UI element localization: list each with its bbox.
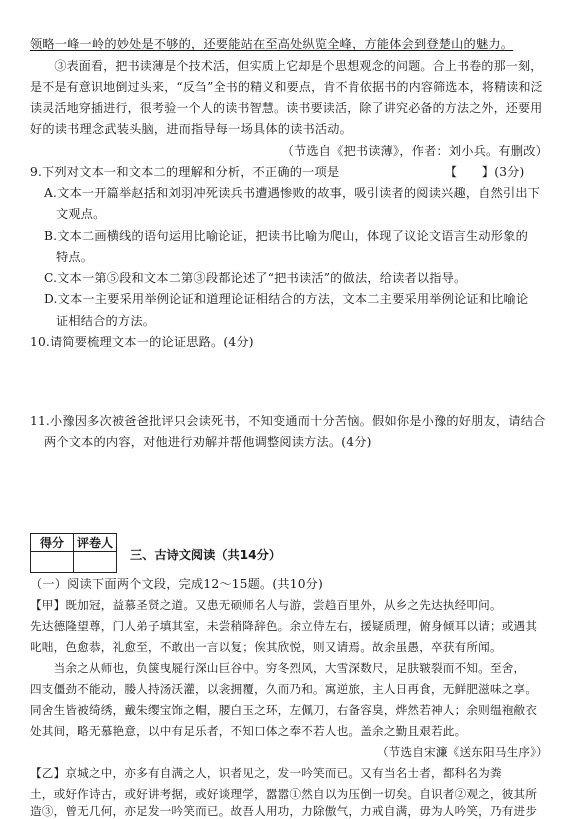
passage-jia-line: 同舍生皆被绮绣，戴朱缨宝饰之帽，腰白玉之环，左佩刀，右备容臭，烨然若神人；余则缊袍敝衣 (30, 703, 538, 717)
passage-jia-line: 先达德隆望尊，门人弟子填其室，未尝稍降辞色。余立侍左右，援疑质理，俯身倾耳以请；或遇其 (30, 619, 538, 633)
option-c: C.文本一第⑤段和文本二第③段都论述了“把书读活”的做法，给读者以指导。 (44, 271, 467, 285)
question-10: 10.请简要梳理文本一的论证思路。(4分) (30, 335, 254, 349)
source-citation-jia: （节选自宋濂《送东阳马生序》） (376, 745, 548, 759)
option-b-cont: 特点。 (56, 250, 94, 264)
passage-jia-line: 四支僵劲不能动，媵人持汤沃灌，以衾拥覆，久而乃和。寓逆旅，主人日再食，无鲜肥滋味之享。 (30, 682, 538, 696)
passage-yi-line: 土，或好作诗古，或好讲考据，或好谈理学，嚣嚣①然自以为压倒一切矣。自识者②观之，彼其所 (30, 787, 538, 801)
passage-jia-line: 当余之从师也，负箧曳屣行深山巨谷中。穷冬烈风，大雪深数尺，足肤皲裂而不知。至舍， (30, 661, 526, 675)
grader-label: 评卷人 (74, 534, 117, 552)
option-b: B.文本二画横线的语句运用比喻论证，把读书比喻为爬山，体现了议论文语言生动形象的 (44, 229, 528, 243)
passage-jia-line: 处其间，略无慕艳意，以中有足乐者，不知口体之奉不若人也。盖余之勤且艰若此。 (30, 724, 467, 738)
text-line: 是不是有意识地倒过头来，“反刍”全书的精义和要点，肯不肯依据书的内容筛选本，将精读和泛 (30, 80, 543, 94)
passage-yi-line: 造③，曾无几何，亦足发一吟笑而已。故吾人用功，力除傲气，力戒自满，毋为人吟笑，乃有进步 (30, 804, 538, 818)
question-9: 9.下列对文本一和文本二的理解和分析，不正确的一项是 【 】(3分) (30, 165, 525, 179)
passage-yi-line: 【乙】京城之中，亦多有自满之人，识者见之，发一吟笑而已。又有当名士者，都科名为粪 (30, 766, 502, 780)
score-box (30, 533, 117, 573)
text-line: 好的读书理念武装头脑，进而指导每一场具体的读书活动。 (30, 122, 353, 136)
passage-jia-line: 【甲】既加冠，益慕圣贤之道。又患无硕师名人与游，尝趋百里外，从乡之先达执经叩问。 (30, 598, 502, 612)
text-line: 读灵活地穿插进行，很考验一个人的读书智慧。读书要读活，除了讲究必备的方法之外，还要用 (30, 101, 543, 115)
option-d: D.文本一主要采用举例论证和道理论证相结合的方法，文本二主要采用举例论证和比喻论 (44, 292, 529, 306)
source-citation: （节选自《把书读薄》，作者：刘小兵。有删改） (281, 144, 548, 158)
passage-jia-line: 叱咄，色愈恭，礼愈至，不敢出一言以复；俟其欣悦，则又请焉。故余虽愚，卒获有所闻。 (30, 640, 502, 654)
section-title: 三、古诗文阅读（共14分） (130, 548, 282, 562)
option-a-cont: 文观点。 (56, 207, 106, 221)
text-line: 领略一峰一岭的妙处是不够的，还要能站在至高处纵览全峰，方能体会到登楚山的魅力。 (30, 37, 514, 51)
score-label: 得分 (31, 534, 74, 552)
option-d-cont: 证相结合的方法。 (56, 314, 156, 328)
grader-cell[interactable] (74, 552, 117, 573)
reading-instructions: （一）阅读下面两个文段，完成12～15题。(共10分) (30, 577, 323, 591)
score-cell[interactable] (31, 552, 74, 573)
option-a: A.文本一开篇举赵括和刘羽冲死读兵书遭遇惨败的故事，吸引读者的阅读兴趣，自然引出下 (44, 186, 541, 200)
question-11-cont: 两个文本的内容，对他进行劝解并帮他调整阅读方法。(4分) (44, 435, 372, 449)
question-11: 11.小豫因多次被爸爸批评只会读死书，不知变通而十分苦恼。假如你是小豫的好朋友，请结合 (30, 414, 546, 428)
text-line: ③表面看，把书读薄是个技术活，但实质上它却是个思想观念的问题。合上书卷的那一刻， (30, 59, 543, 73)
